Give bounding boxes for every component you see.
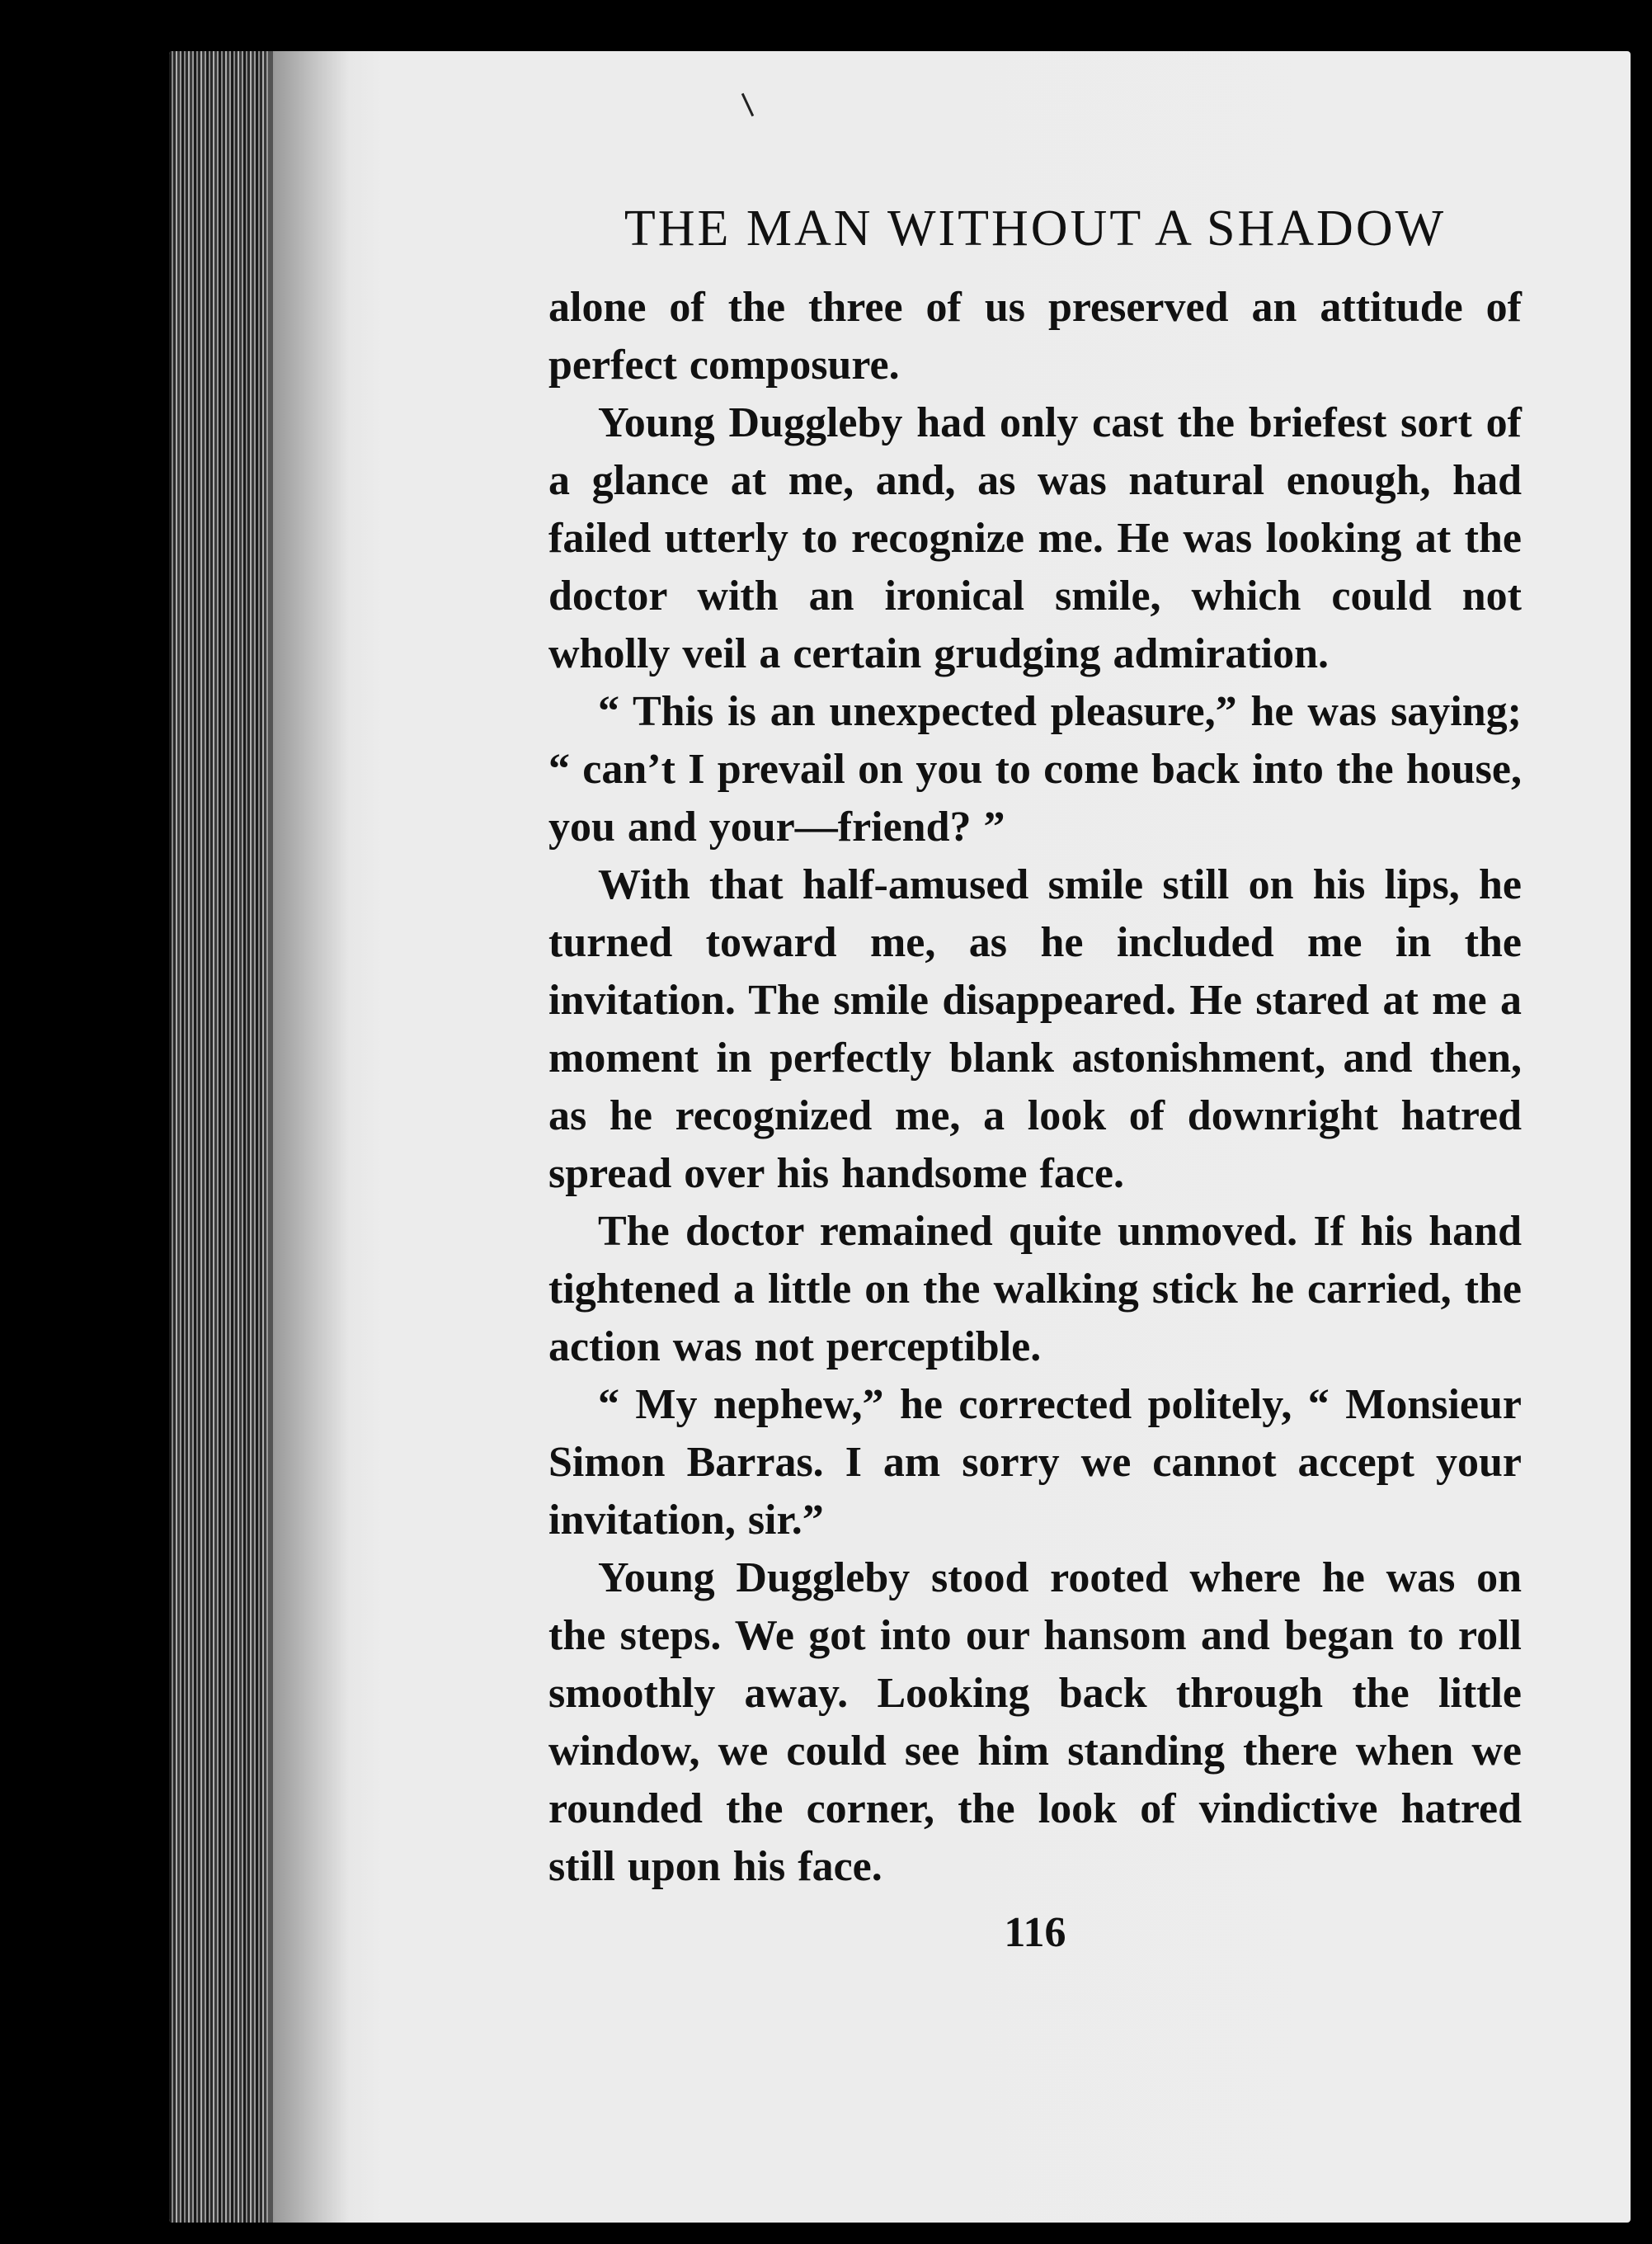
- paragraph: The doctor remained quite unmoved. If his hand tightened a little on the walking stick he carried, the action was not perceptible.: [548, 1208, 1522, 1371]
- running-head: THE MAN WITHOUT A SHADOW: [624, 200, 1447, 257]
- paragraph: “ This is an unexpected pleasure,” he was saying; “ can’t I prevail on you to come back into the house, you and your—friend? ”: [548, 688, 1522, 851]
- page-number: 116: [1004, 1909, 1066, 1957]
- paragraph: Young Duggleby had only cast the briefest sort of a glance at me, and, as was natural enough, had failed utterly to recognize me. He was looking at the doctor with an ironical smile, which could not wholly veil a certain grudging admiration.: [548, 399, 1522, 678]
- page-edges: [169, 51, 268, 2223]
- paragraph: With that half-amused smile still on his lips, he turned toward me, as he included me in the invitation. The smile disappeared. He stared at me a moment in perfectly blank astonishment, and then, as he recognized me, a look of downright hatred spread over his handsome face.: [548, 861, 1522, 1198]
- paragraph: Young Duggleby stood rooted where he was on the steps. We got into our hansom and began to roll smoothly away. Looking back through the little window, we could see him standing there when we rounded the corner, the look of vindictive hatred still upon his face.: [548, 1554, 1522, 1891]
- paragraph: alone of the three of us preserved an attitude of perfect composure.: [548, 284, 1522, 389]
- paragraph: “ My nephew,” he corrected politely, “ Monsieur Simon Barras. I am sorry we cannot accept your invitation, sir.”: [548, 1381, 1522, 1544]
- pencil-mark: [741, 93, 754, 116]
- gutter-shadow: [268, 51, 384, 2223]
- text-block: [548, 198, 1522, 1962]
